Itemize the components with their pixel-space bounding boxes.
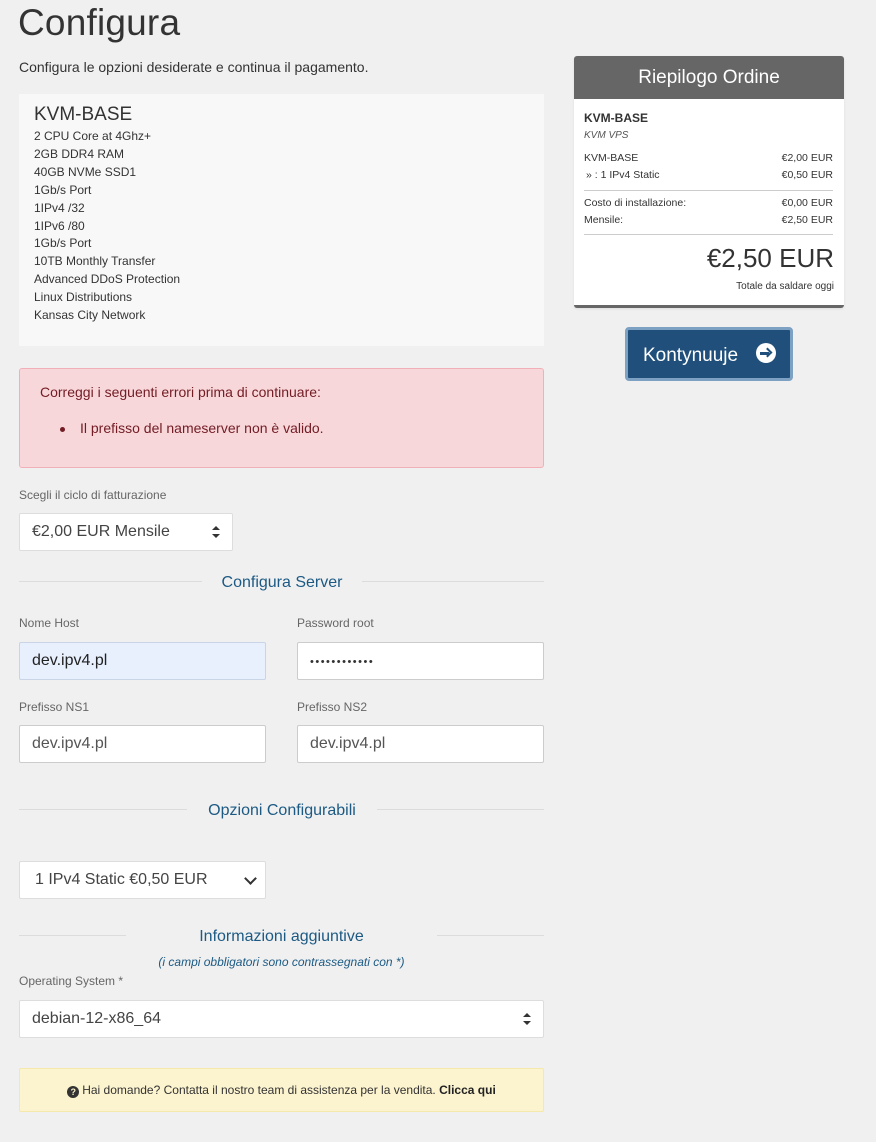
summary-line — [584, 152, 833, 164]
product-name: KVM-BASE — [34, 104, 133, 125]
os-value: debian-12-x86_64 — [32, 1010, 161, 1027]
feature-item: 10TB Monthly Transfer — [34, 254, 156, 269]
feature-item: 1Gb/s Port — [34, 236, 92, 251]
help-link[interactable]: Clicca qui — [439, 1083, 496, 1097]
chevron-down-icon — [244, 872, 257, 885]
error-list — [60, 420, 324, 436]
feature-item: Advanced DDoS Protection — [34, 272, 181, 287]
section-title-server: Configura Server — [221, 574, 343, 591]
error-title: Correggi i seguenti errori prima di continuare: — [40, 384, 321, 400]
total-label: Totale da saldare oggi — [736, 281, 834, 292]
password-label: Password root — [297, 616, 374, 630]
summary-line-value: €2,00 EUR — [781, 152, 833, 164]
question-circle-icon: ? — [67, 1086, 79, 1098]
monthly-label: Mensile: — [584, 214, 624, 226]
feature-item: 1Gb/s Port — [34, 182, 92, 197]
hostname-value: dev.ipv4.pl — [32, 652, 108, 669]
summary-product-name: KVM-BASE — [584, 111, 649, 125]
page-title: Configura — [18, 2, 181, 43]
ipv4-option-value: 1 IPv4 Static €0,50 EUR — [35, 871, 208, 888]
feature-item: 40GB NVMe SSD1 — [34, 164, 137, 179]
help-text: Hai domande? Contatta il nostro team di assistenza per la vendita. — [82, 1083, 436, 1097]
feature-item: 2GB DDR4 RAM — [34, 146, 125, 161]
feature-item: 1IPv6 /80 — [34, 218, 85, 233]
ns2-label: Prefisso NS2 — [297, 700, 368, 714]
section-divider — [362, 581, 544, 582]
ns1-label: Prefisso NS1 — [19, 700, 90, 714]
select-arrows-icon — [212, 526, 220, 538]
summary-monthly-row — [584, 214, 833, 226]
summary-line-label: KVM-BASE — [584, 152, 639, 164]
product-features — [34, 128, 529, 325]
section-divider — [377, 809, 544, 810]
ipv4-option-select[interactable] — [19, 861, 266, 899]
operating-system-select[interactable] — [19, 1000, 544, 1038]
section-divider — [19, 581, 202, 582]
summary-line-label: » : 1 IPv4 Static — [586, 169, 660, 181]
order-summary — [574, 56, 844, 308]
summary-divider — [584, 190, 833, 191]
hostname-input[interactable] — [19, 642, 266, 680]
billing-cycle-value: €2,00 EUR Mensile — [32, 523, 170, 540]
section-divider — [19, 935, 126, 936]
select-arrows-icon — [523, 1013, 531, 1025]
feature-item: 1IPv4 /32 — [34, 200, 85, 215]
product-info-box — [19, 94, 544, 346]
billing-cycle-select[interactable] — [19, 513, 233, 551]
ns1-prefix-input[interactable] — [19, 725, 266, 763]
continue-button-label: Kontynuuje — [643, 345, 739, 366]
password-mask: •••••••••••• — [310, 656, 375, 668]
section-title-additional: Informazioni aggiuntive — [199, 928, 364, 945]
os-label: Operating System * — [19, 974, 124, 988]
feature-item: 2 CPU Core at 4Ghz+ — [34, 129, 152, 143]
arrow-circle-right-icon — [756, 343, 776, 363]
monthly-value: €2,50 EUR — [781, 214, 833, 226]
feature-item: Linux Distributions — [34, 290, 133, 305]
page-subtitle: Configura le opzioni desiderate e continua il pagamento. — [19, 59, 369, 75]
ns1-value: dev.ipv4.pl — [32, 735, 108, 752]
section-divider — [19, 809, 187, 810]
summary-setup-row — [584, 197, 833, 209]
setup-fee-label: Costo di installazione: — [584, 197, 687, 209]
required-fields-note: (i campi obbligatori sono contrassegnati con *) — [158, 955, 405, 969]
summary-divider — [584, 234, 833, 235]
continue-button[interactable] — [625, 327, 793, 381]
setup-fee-value: €0,00 EUR — [781, 197, 833, 209]
root-password-input[interactable] — [297, 642, 544, 680]
ns2-prefix-input[interactable] — [297, 725, 544, 763]
summary-line-value: €0,50 EUR — [781, 169, 833, 181]
summary-product-group: KVM VPS — [584, 130, 629, 141]
feature-item: Kansas City Network — [34, 308, 146, 323]
ns2-value: dev.ipv4.pl — [310, 735, 386, 752]
order-summary-title: Riepilogo Ordine — [574, 56, 844, 98]
total-amount: €2,50 EUR — [706, 243, 834, 273]
summary-line — [584, 169, 833, 181]
help-alert — [19, 1068, 544, 1112]
error-alert — [19, 368, 544, 468]
error-item: Il prefisso del nameserver non è valido. — [60, 420, 324, 436]
hostname-label: Nome Host — [19, 616, 80, 630]
section-divider — [437, 935, 544, 936]
section-title-config-options: Opzioni Configurabili — [208, 802, 356, 819]
billing-cycle-label: Scegli il ciclo di fatturazione — [19, 488, 167, 502]
